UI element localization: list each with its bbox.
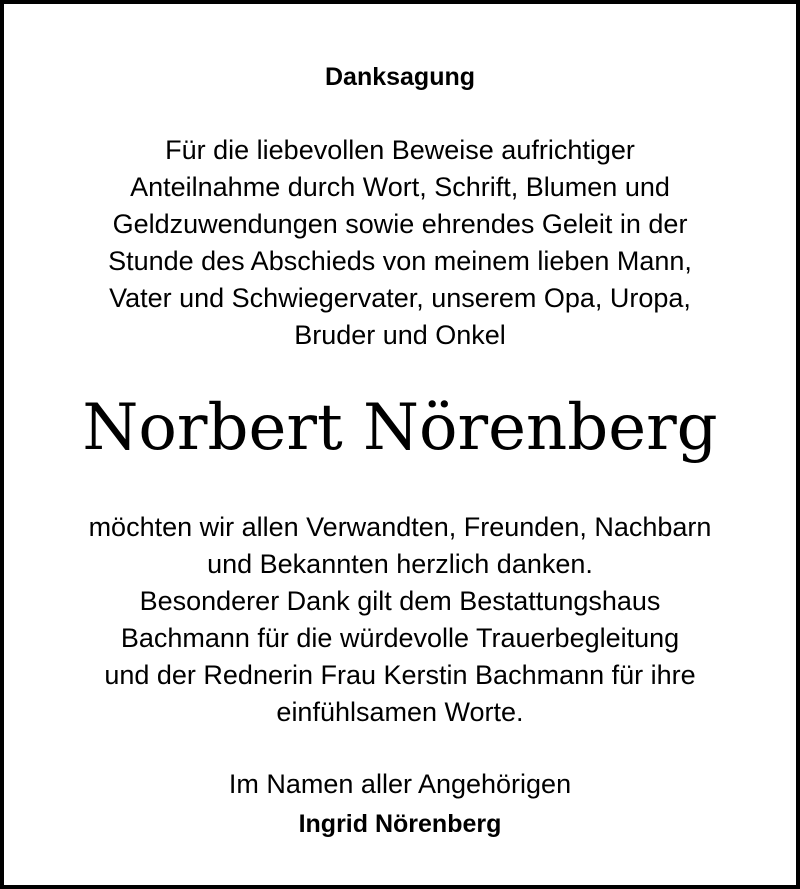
thanks-line: und Bekannten herzlich danken. xyxy=(207,549,593,579)
intro-paragraph xyxy=(4,132,796,354)
intro-line: Bruder und Onkel xyxy=(294,320,506,350)
thanks-line: Bachmann für die würdevolle Trauerbegleitung xyxy=(120,623,680,653)
thanks-line: einfühlsamen Worte. xyxy=(276,697,524,727)
intro-line: Vater und Schwiegervater, unserem Opa, Uropa, xyxy=(109,283,691,313)
intro-line: Stunde des Abschieds von meinem lieben Mann, xyxy=(108,246,692,276)
signature-intro: Im Namen aller Angehörigen xyxy=(228,769,572,799)
intro-line: Geldzuwendungen sowie ehrendes Geleit in der xyxy=(112,209,688,239)
intro-line: Anteilnahme durch Wort, Schrift, Blumen und xyxy=(130,172,670,202)
signature-name: Ingrid Nörenberg xyxy=(298,810,502,838)
intro-line: Für die liebevollen Beweise aufrichtiger xyxy=(165,135,635,165)
thanks-line: möchten wir allen Verwandten, Freunden, Nachbarn xyxy=(88,512,712,542)
deceased-name: Norbert Nörenberg xyxy=(82,391,718,465)
thanks-line: Besonderer Dank gilt dem Bestattungshaus xyxy=(139,586,661,616)
thanks-line: und der Rednerin Frau Kerstin Bachmann für ihre xyxy=(104,660,696,690)
notice-heading: Danksagung xyxy=(324,63,476,91)
thanks-paragraph xyxy=(4,509,796,731)
